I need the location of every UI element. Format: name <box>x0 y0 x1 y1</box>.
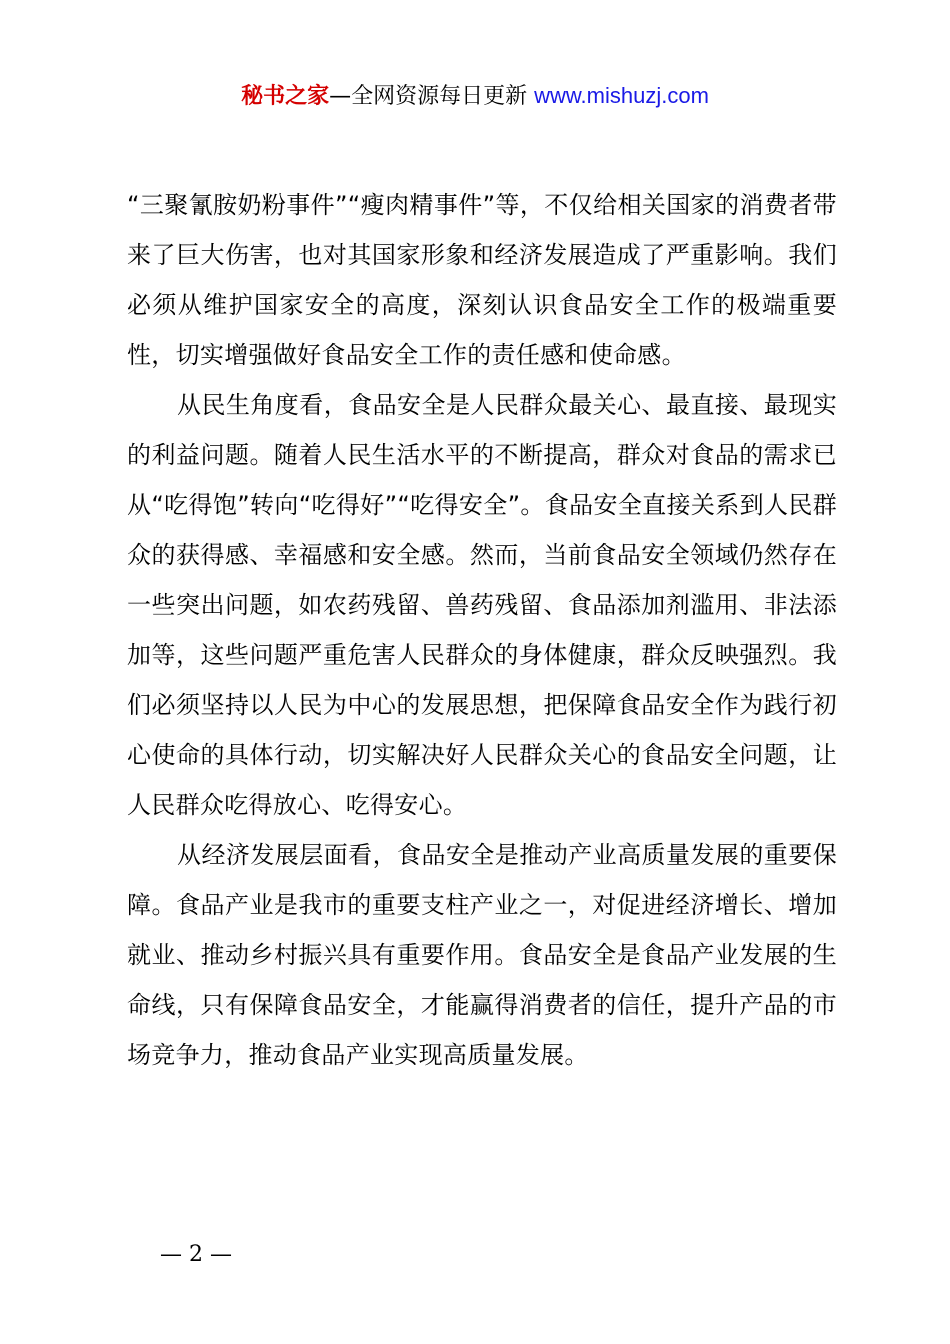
page-number: — 2 — <box>160 1242 232 1267</box>
page-header <box>0 80 950 113</box>
document-body <box>127 180 837 1080</box>
paragraph-continuation: “三聚氰胺奶粉事件”“瘦肉精事件”等，不仅给相关国家的消费者带来了巨大伤害，也对其国家形象和经济发展造成了严重影响。我们必须从维护国家安全的高度，深刻认识食品安全工作的极端重要性，切实增强做好食品安全工作的责任感和使命感。 <box>127 191 837 369</box>
header-tagline: —全网资源每日更新 <box>329 84 535 109</box>
paragraph-economy: 从经济发展层面看，食品安全是推动产业高质量发展的重要保障。食品产业是我市的重要支柱产业之一，对促进经济增长、增加就业、推动乡村振兴具有重要作用。食品安全是食品产业发展的生命线，只有保障食品安全，才能赢得消费者的信任，提升产品的市场竞争力，推动食品产业实现高质量发展。 <box>127 841 837 1069</box>
brand-name: 秘书之家 <box>241 84 330 109</box>
site-url-link[interactable]: www.mishuzj.com <box>534 83 709 108</box>
paragraph-livelihood: 从民生角度看，食品安全是人民群众最关心、最直接、最现实的利益问题。随着人民生活水平的不断提高，群众对食品的需求已从“吃得饱”转向“吃得好”“吃得安全”。食品安全直接关系到人民群众的获得感、幸福感和安全感。然而，当前食品安全领域仍然存在一些突出问题，如农药残留、兽药残留、食品添加剂滥用、非法添加等，这些问题严重危害人民群众的身体健康，群众反映强烈。我们必须坚持以人民为中心的发展思想，把保障食品安全作为践行初心使命的具体行动，切实解决好人民群众关心的食品安全问题，让人民群众吃得放心、吃得安心。 <box>127 391 837 819</box>
